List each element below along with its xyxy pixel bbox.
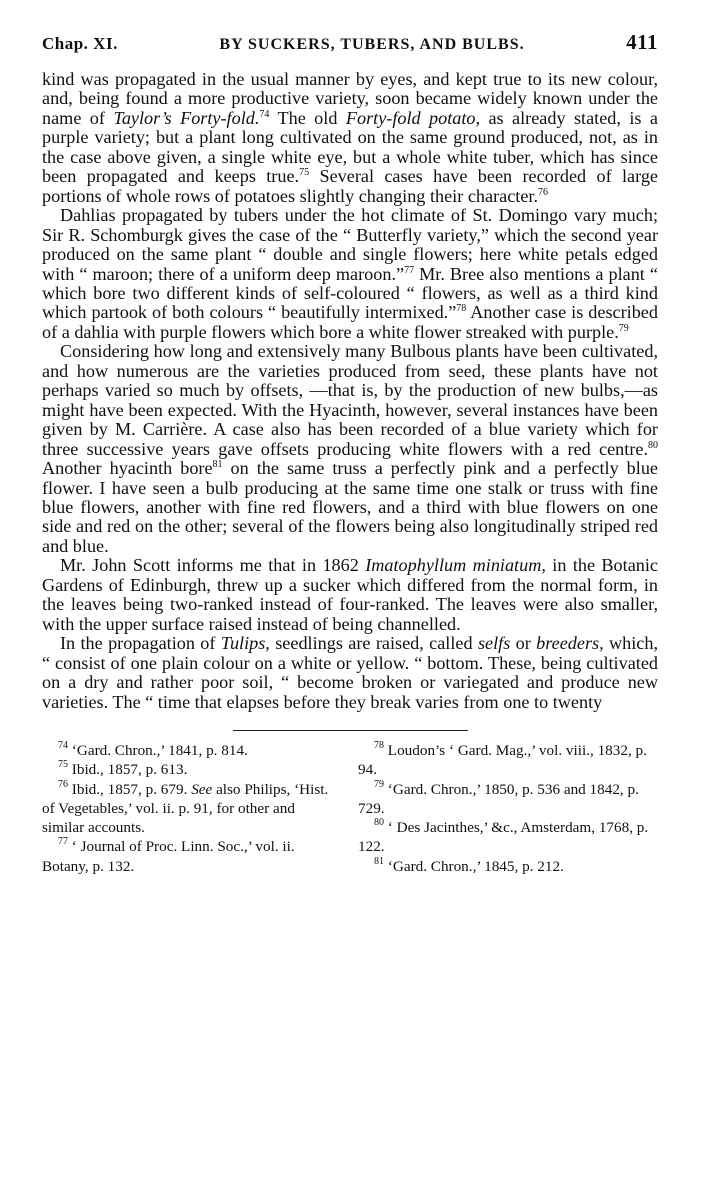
footnote-marker: 77 (58, 836, 68, 848)
italic-text: See (191, 780, 213, 798)
text-run: in the Botanic Gardens of Edinburgh, threw up a sucker which differed from the normal form, in the leaves being two-ranked instead of four-ranked. The leaves were also smaller, with the upper surface raised instead of being channelled. (42, 555, 658, 634)
text-run: which, “ consist of one plain colour on a white or yellow. “ bottom. These, being cultivated on a dry and rather poor soil, “ become broken or variegated and produce new varieties. The “ time that elapses before they break varies from one to twenty (42, 633, 659, 712)
footnote (42, 780, 334, 838)
italic-text: breeders, (536, 633, 604, 654)
text-run: Dahlias propagated by tubers under the hot climate of St. Domingo vary much; Sir R. Schomburgk gives the case of the “ Butterfly variety,” which the second year produced on the same plant “ double and single flowers; here white petals edged with “ maroon; there of a uniform deep maroon.” (42, 205, 658, 284)
text-run: Another hyacinth bore (42, 458, 213, 479)
italic-text: selfs (477, 633, 511, 654)
paragraph (42, 556, 658, 634)
footnote (358, 780, 658, 819)
footnote (358, 857, 658, 876)
footnote (42, 741, 334, 760)
footnote-marker: 81 (212, 459, 223, 471)
text-run: ‘Gard. Chron.,’ 1841, p. 814. (68, 741, 248, 759)
text-run: kind was propagated in the usual manner by eyes, and kept true to its new colour, and, being found a more productive variety, soon became widely known under the name of (42, 69, 658, 128)
footnote-marker: 80 (648, 439, 658, 451)
footnote (42, 760, 334, 779)
footnotes-right-column (358, 741, 658, 876)
page-number: 411 (626, 30, 658, 54)
running-header (42, 30, 658, 70)
footnote-marker: 80 (374, 817, 384, 829)
footnote-marker: 76 (538, 186, 548, 198)
footnote-marker: 74 (58, 739, 68, 751)
footnote (358, 818, 658, 857)
book-page (42, 30, 658, 876)
footnote-marker: 74 (259, 108, 270, 120)
paragraph (42, 70, 658, 206)
text-run: Loudon’s ‘ Gard. Mag.,’ vol. viii., 1832, p. 94. (358, 741, 647, 779)
text-run: as already stated, is a purple variety; but a plant long cultivated on the same ground produced, not, as in the case above given, a single white eye, but a whole white tuber, which has since been propagated and keeps true. (42, 107, 658, 187)
italic-text: Taylor’s Forty-fold. (113, 107, 260, 128)
text-run: Mr. John Scott informs me that in 1862 (60, 555, 366, 576)
italic-text: Tulips, (220, 633, 270, 654)
text-run: Several cases have been recorded of large portions of whole rows of potatoes slightly changing their character. (42, 166, 659, 206)
text-run: In the propagation of (60, 633, 221, 654)
footnote-marker: 79 (618, 322, 629, 334)
text-run: or (510, 633, 537, 654)
body-text (42, 70, 658, 712)
text-run: ‘Gard. Chron.,’ 1850, p. 536 and 1842, p. 729. (358, 780, 639, 817)
paragraph (42, 206, 658, 342)
footnote-marker: 75 (58, 759, 68, 771)
footnote-marker: 75 (299, 167, 310, 179)
paragraph (42, 342, 658, 556)
text-run: ‘ Journal of Proc. Linn. Soc.,’ vol. ii. Botany, p. 132. (42, 838, 295, 875)
text-run: seedlings are raised, called (269, 633, 478, 654)
footnote-marker: 77 (404, 264, 415, 276)
text-run: Mr. Bree also mentions a plant “ which bore two different kinds of self-coloured “ flowers, as well as a third kind which partook of both colours “ beautifully intermixed.” (42, 263, 658, 323)
text-run: The old (269, 107, 346, 128)
footnote (42, 837, 334, 876)
footnote (358, 741, 658, 780)
chapter-label: Chap. XI. (42, 34, 118, 53)
text-run: ‘ Des Jacinthes,’ &c., Amsterdam, 1768, p. 122. (358, 819, 649, 856)
text-run: Another case is described of a dahlia with purple flowers which bore a white flower streaked with purple. (42, 302, 658, 342)
footnote-rule (233, 730, 468, 731)
text-run: Ibid., 1857, p. 679. (68, 780, 192, 798)
text-run: ‘Gard. Chron.,’ 1845, p. 212. (384, 857, 564, 875)
footnotes-left-column (42, 741, 334, 876)
text-run: Considering how long and extensively many Bulbous plants have been cultivated, and how numerous are the varieties produced from seed, these plants have not perhaps varied so much by offsets, —that is, by the production of new bulbs,—as might have been expected. With the Hyacinth, however, several instances have been given by M. Carrière. A case also has been recorded of a blue variety which for three successive years gave offsets producing white flowers with a red centre. (42, 341, 658, 459)
paragraph (42, 634, 658, 712)
italic-text: Imatophyllum miniatum, (365, 555, 546, 576)
text-run: Ibid., 1857, p. 613. (68, 761, 188, 779)
footnote-marker: 78 (374, 739, 384, 751)
text-run: on the same truss a perfectly pink and a perfectly blue flower. I have seen a bulb producing at the same time one stalk or truss with fine blue flowers, another with fine red flowers, and a third with blue flowers on one side and red on the other; several of the flowers being also longitudinally striped red and blue. (42, 458, 658, 556)
footnotes (42, 741, 658, 876)
text-run: also Philips, ‘Hist. of Vegetables,’ vol. ii. p. 91, for other and similar accounts. (42, 780, 329, 837)
footnote-marker: 78 (456, 303, 467, 315)
running-title: BY SUCKERS, TUBERS, AND BULBS. (219, 36, 525, 53)
footnote-marker: 76 (58, 778, 68, 790)
footnote-marker: 79 (374, 778, 384, 790)
italic-text: Forty-fold potato, (345, 107, 481, 128)
footnote-marker: 81 (374, 855, 384, 867)
